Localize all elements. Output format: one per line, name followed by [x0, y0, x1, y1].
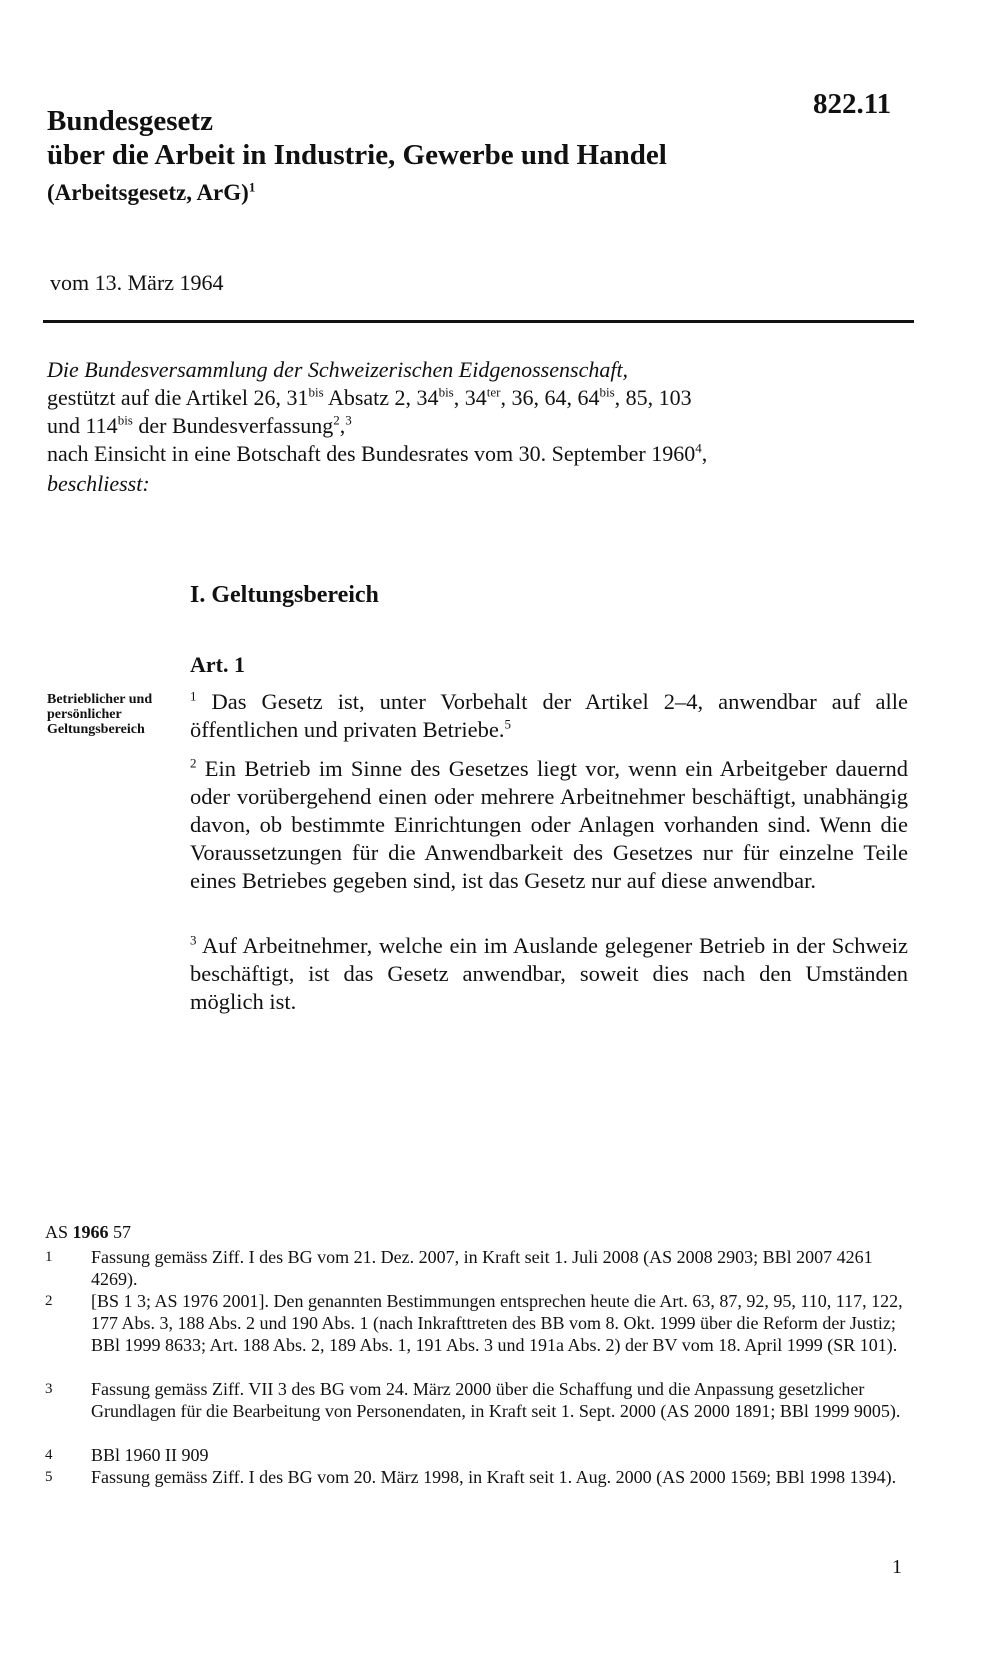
law-date: vom 13. März 1964	[50, 270, 224, 295]
preamble-line-4: nach Einsicht in eine Botschaft des Bundesrates vom 30. September 1960$^4$,	[47, 440, 708, 466]
footnote-ref[interactable]: 2	[333, 412, 340, 428]
paragraph-2: $^2$ Ein Betrieb im Sinne des Gesetzes liegt vor, wenn ein Arbeitgeber dauernd oder vorübergehend einen oder mehrere Arbeitnehmer beschäftigt, unabhängig davon, ob bestimmte Einrichtungen oder Anlagen vorhanden sind. Wenn die Voraussetzungen für die Anwendbarkeit des Gesetzes nur für einzelne Teile eines Betriebes gegeben sind, ist das Gesetz nur auf diese anwendbar.	[190, 755, 908, 893]
preamble-line-2: gestützt auf die Artikel 26, $31^{bis}$ Absatz 2, $34^{bis}$, $34^{ter}$, 36, 64, $64^{bis}$, 85, 103	[47, 384, 692, 410]
law-subtitle: (Arbeitsgesetz, ArG)$^1$	[47, 179, 256, 205]
footnote-1: 1 Fassung gemäss Ziff. I des BG vom 21. Dez. 2007, in Kraft seit 1. Juli 2008 (AS 2008 2903; BBl 2007 4261 4269).	[45, 1247, 873, 1289]
margin-note: Betrieblicher und persönlicher Geltungsbereich	[47, 692, 153, 737]
footnote-ref[interactable]: 5	[504, 716, 511, 732]
preamble-line-5: beschliesst:	[47, 471, 150, 496]
paragraph-1: $^1$ Das Gesetz ist, unter Vorbehalt der Artikel 2–4, anwendbar auf alle öffentlichen und privaten Betriebe.$^5$	[190, 688, 908, 742]
footnote-2: 2 [BS 1 3; AS 1976 2001]. Den genannten Bestimmungen entsprechen heute die Art. 63, 87, 92, 95, 110, 117, 122, 177 Abs. 3, 188 Abs. 2 und 190 Abs. 1 (nach Inkrafttreten des BB vom 8. Okt. 1999 über die Reform der Justiz; BBl 1999 8633; Art. 188 Abs. 2, 189 Abs. 1, 191 Abs. 3 und 191a Abs. 2) der BV vom 18. April 1999 (SR 101).	[45, 1291, 903, 1355]
footnote-5: 5 Fassung gemäss Ziff. I des BG vom 20. März 1998, in Kraft seit 1. Aug. 2000 (AS 2000 1569; BBl 1998 1394).	[45, 1467, 897, 1487]
sr-number: 822.11	[813, 88, 892, 120]
law-title-line2: über die Arbeit in Industrie, Gewerbe und Handel	[47, 139, 667, 171]
header-divider	[43, 320, 914, 323]
page-number: 1	[892, 1556, 902, 1578]
footnote-3: 3 Fassung gemäss Ziff. VII 3 des BG vom 24. März 2000 über die Schaffung und die Anpassung gesetzlicher Grundlagen für die Bearbeitung von Personendaten, in Kraft seit 1. Sept. 2000 (AS 2000 1891; BBl 1999 9005).	[45, 1379, 901, 1421]
footnote-4: 4 BBl 1960 II 909	[45, 1445, 209, 1465]
paragraph-3: $^3$ Auf Arbeitnehmer, welche ein im Auslande gelegener Betrieb in der Schweiz beschäftigt, ist das Gesetz anwendbar, soweit dies nach den Umständen möglich ist.	[190, 932, 908, 1014]
section-title: I. Geltungsbereich	[190, 582, 379, 608]
footnote-ref[interactable]: 4	[695, 440, 702, 456]
footnote-ref[interactable]: 1	[248, 179, 256, 195]
official-collection-ref: AS 1966 57	[45, 1222, 132, 1242]
article-heading: Art. 1	[190, 652, 245, 677]
footnote-ref[interactable]: 3	[345, 412, 352, 428]
law-title-line1: Bundesgesetz	[47, 105, 213, 137]
preamble-line-3: und $114^{bis}$ der Bundesverfassung$^2$,$^3$	[47, 412, 352, 438]
preamble-line-1: Die Bundesversammlung der Schweizerischen Eidgenossenschaft,	[47, 357, 629, 382]
